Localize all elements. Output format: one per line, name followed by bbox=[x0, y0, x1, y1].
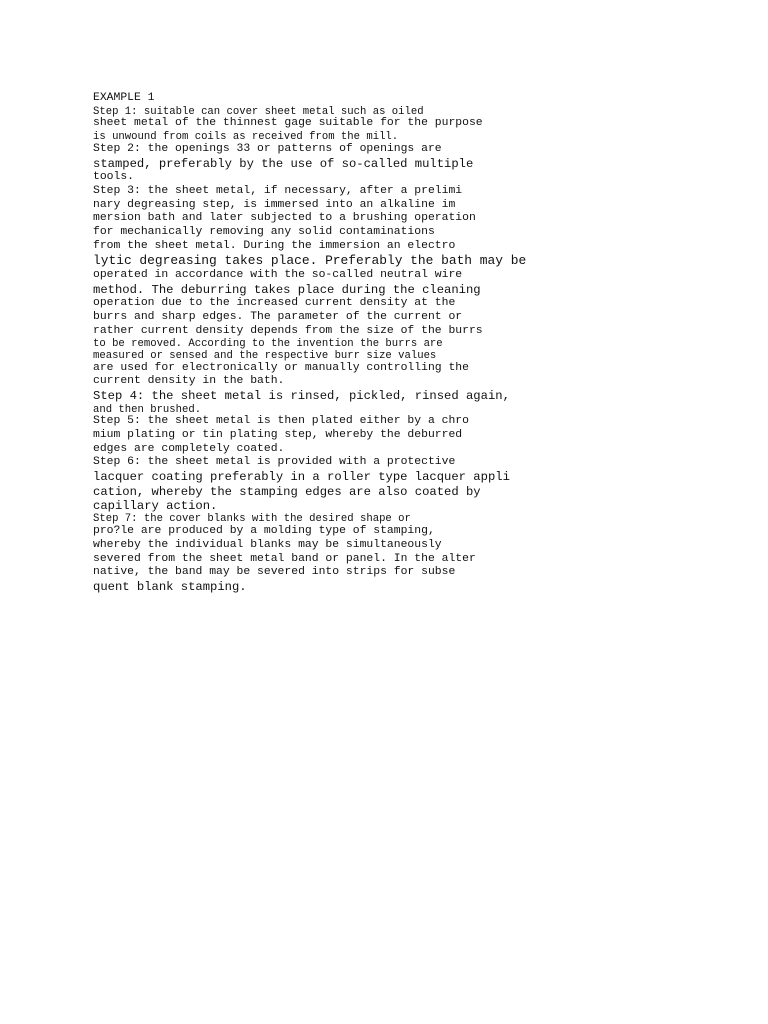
text-line: operation due to the increased current density at the bbox=[93, 296, 456, 309]
text-line: to be removed. According to the invention the burrs are bbox=[93, 338, 443, 351]
text-line: sheet metal of the thinnest gage suitable for the purpose bbox=[93, 117, 483, 130]
text-line: are used for electronically or manually controlling the bbox=[93, 361, 469, 374]
text-line: mersion bath and later subjected to a brushing operation bbox=[93, 212, 476, 225]
text-line: mium plating or tin plating step, whereby the deburred bbox=[93, 428, 463, 441]
document-text bbox=[93, 93, 563, 596]
text-line: Step 5: the sheet metal is then plated either by a chro bbox=[93, 415, 469, 428]
text-line: method. The deburring takes place during the cleaning bbox=[93, 282, 481, 297]
text-line: Step 4: the sheet metal is rinsed, pickled, rinsed again, bbox=[93, 389, 510, 404]
text-line: nary degreasing step, is immersed into an alkaline im bbox=[93, 198, 456, 211]
example-heading: EXAMPLE 1 bbox=[93, 92, 155, 104]
text-line: lytic degreasing takes place. Preferably the bath may be bbox=[93, 252, 527, 268]
text-line: pro?le are produced by a molding type of stamping, bbox=[93, 525, 435, 538]
text-line: whereby the individual blanks may be simultaneously bbox=[93, 538, 442, 551]
text-line: stamped, preferably by the use of so-called multiple bbox=[93, 156, 474, 171]
text-line: native, the band may be severed into strips for subse bbox=[93, 566, 456, 579]
text-line: capillary action. bbox=[93, 499, 218, 514]
text-line: from the sheet metal. During the immersion an electro bbox=[93, 239, 456, 252]
text-line: cation, whereby the stamping edges are also coated by bbox=[93, 484, 481, 499]
text-line: operated in accordance with the so-called neutral wire bbox=[93, 268, 463, 281]
text-line: edges are completely coated. bbox=[93, 442, 285, 455]
text-line: is unwound from coils as received from the mill. bbox=[93, 131, 399, 144]
text-line: for mechanically removing any solid contaminations bbox=[93, 226, 435, 239]
text-line: rather current density depends from the size of the burrs bbox=[93, 324, 483, 337]
text-line: Step 1: suitable can cover sheet metal such as oiled bbox=[93, 105, 424, 118]
text-line: and then brushed. bbox=[93, 403, 202, 416]
text-line: Step 7: the cover blanks with the desired shape or bbox=[93, 513, 411, 526]
text-line: quent blank stamping. bbox=[93, 580, 247, 595]
text-line: lacquer coating preferably in a roller type lacquer appli bbox=[93, 470, 510, 485]
text-line: current density in the bath. bbox=[93, 375, 285, 388]
text-line: Step 6: the sheet metal is provided with a protective bbox=[93, 456, 456, 469]
text-line: Step 2: the openings 33 or patterns of openings are bbox=[93, 142, 442, 155]
text-line: severed from the sheet metal band or panel. In the alter bbox=[93, 552, 476, 565]
text-line: measured or sensed and the respective burr size values bbox=[93, 349, 437, 362]
text-line: burrs and sharp edges. The parameter of the current or bbox=[93, 310, 463, 323]
text-line: Step 3: the sheet metal, if necessary, after a prelimi bbox=[93, 184, 463, 197]
text-line: tools. bbox=[93, 170, 135, 183]
